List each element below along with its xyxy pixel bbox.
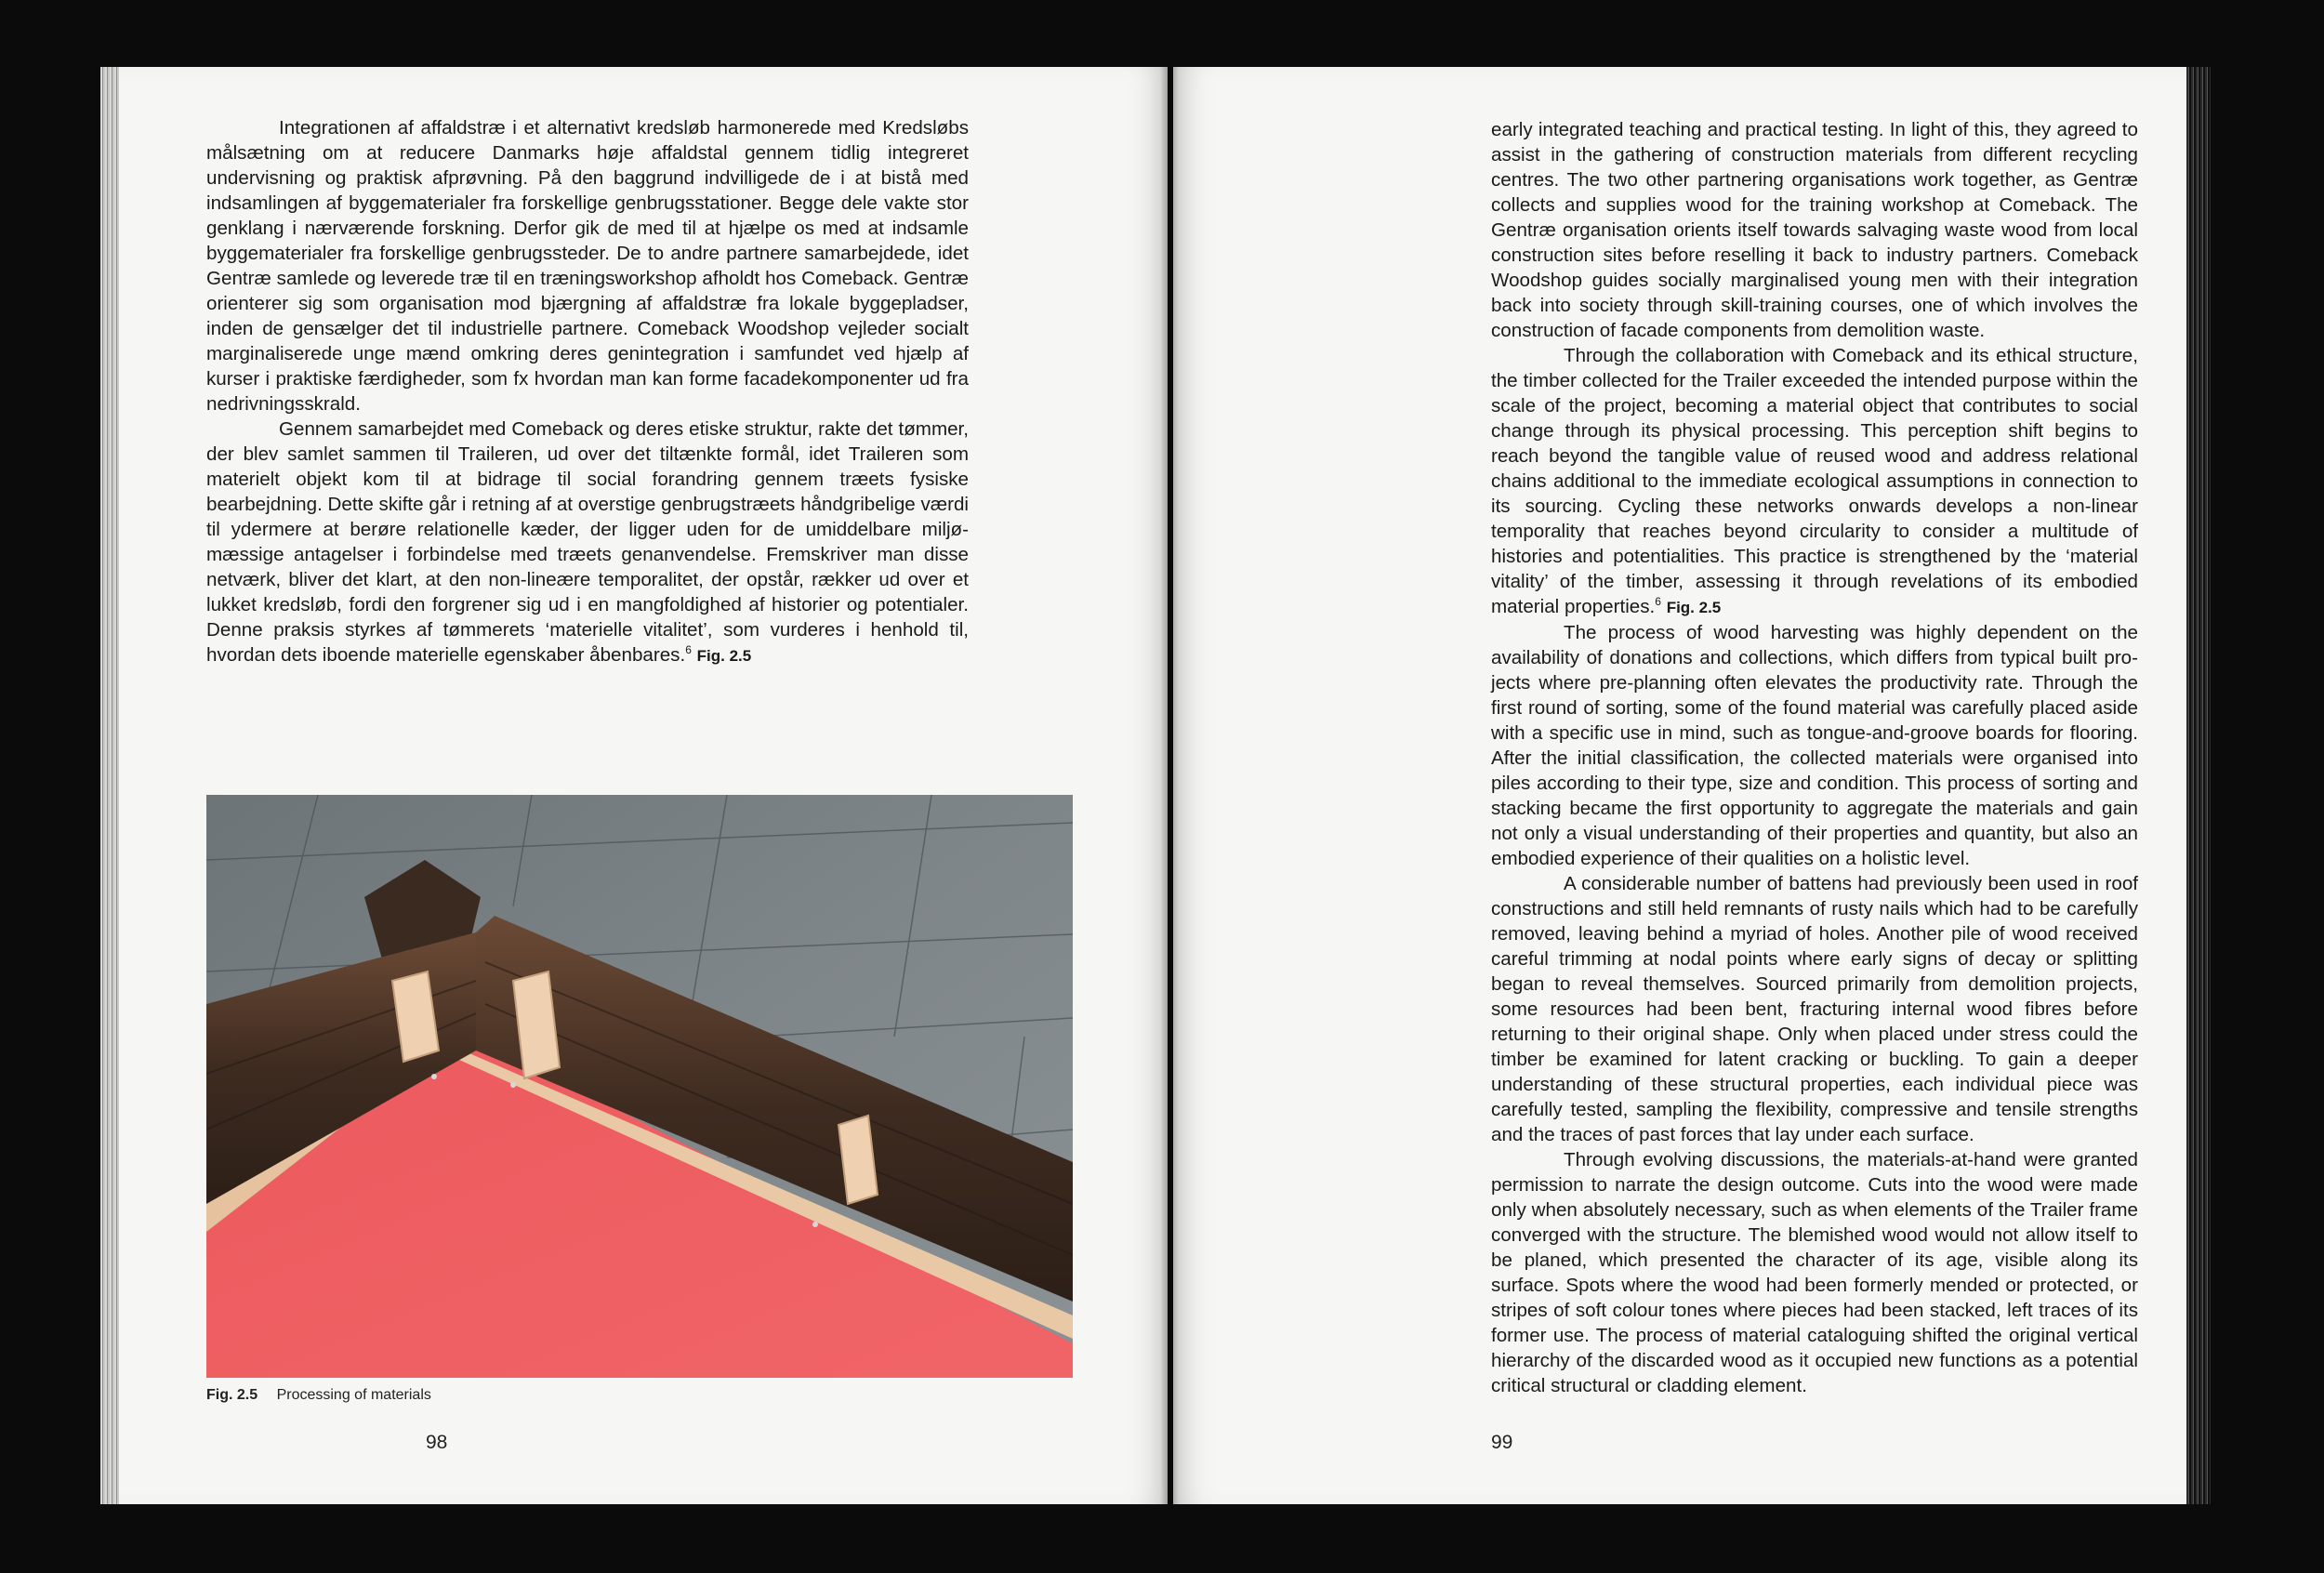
caption-text: Processing of materials [276,1387,431,1403]
book-gutter [1160,67,1179,1504]
right-paragraph-1: early integrated teaching and practical testing. In light of this, they agreed to assist in the gathering of construction materials from different recycling centres. The two other partnering organisations work together, as Gentræ collects and supplies wood for the training workshop at Comeback. The Gentræ organisation orients itself towards salvaging waste wood from local construction sites before reselling it back to industry partners. Comeback Woodshop guides socially marginalised young men with their integration back into society through skill-training courses, one of which involves the construction of facade components from demolition waste. [1491,119,2138,341]
figure-reference: Fig. 2.5 [696,647,752,665]
left-body-text [206,115,969,668]
left-paragraph-2 [206,416,969,668]
figure-caption [206,1387,431,1404]
right-paragraph-3: The process of wood harvesting was highly dependent on the availability of donations and collections, which differs from typical built projects where pre-planning often elevates the productivity rate. Through the first round of sorting, some of the found material was carefully placed aside with a specific use in mind, such as tongue-and-groove boards for flooring. After the initial classification, the collected materials were organised into piles according to their type, size and condition. This process of sorting and stacking became the first opportunity to aggregate the materials and gain not only a visual understanding of their properties and quantity, but also an embodied experience of their qualities on a holistic level. [1491,622,2138,869]
left-page [119,67,1168,1504]
page-edges-right [2186,67,2211,1504]
right-paragraph-5: Through evolving discussions, the materials-at-hand were granted permission to narrate the design outcome. Cuts into the wood were made only when absolutely necessary, such as when elements of the Trailer frame converged with the structure. The blemished wood would not allow itself to be planed, which presented the character of its age, visible along its surface. Spots where the wood had been formerly mended or protected, or stripes of soft colour tones where pieces had been stacked, left traces of its former use. The process of material cataloguing shifted the original vertical hierarchy of the discarded wood as it occupied new functions as a potential critical structural or cladding element. [1491,1149,2138,1396]
caption-label: Fig. 2.5 [206,1387,258,1403]
footnote-mark: 6 [1655,595,1661,609]
right-page [1173,67,2186,1504]
figure-reference: Fig. 2.5 [1666,599,1722,616]
page-number-right: 99 [1491,1432,1513,1453]
right-paragraph-2 [1491,343,2138,620]
page-number-left: 98 [426,1432,448,1453]
right-body-text [1491,117,2138,1398]
footnote-mark: 6 [685,643,692,657]
right-paragraph-2-text: Through the collaboration with Comeback and its ethical structure, the timber collected for the Trailer exceeded the intended purpose within the scale of the project, becoming a material object that contributes to social change through its physical processing. This perception shift begins to reach beyond the tangible value of reused wood and address relational chains additional to the immediate ecological assumptions in connection to its sourcing. Cycling these networks onwards develops a non-linear temporality that reaches beyond circularity to consider a multitude of histories and potentialities. This practice is strengthened by the ‘material vitality’ of the timber, assessing it through revelations of its embodied material properties. [1491,345,2138,617]
right-paragraph-4: A considerable number of battens had previously been used in roof constructions and still held remnants of rusty nails which had to be carefully removed, leaving behind a myriad of holes. Another pile of wood received careful trimming at nodal points where early signs of decay or splitting began to reveal themselves. Sourced primarily from demolition projects, some resources had been bent, fracturing internal wood fibres before returning to their original shape. Only when placed under stress could the timber be examined for latent cracking or buckling. To gain a deeper understanding of these structural properties, each individual piece was carefully tested, sampling the flexibility, compressive and tensile strengths and the traces of past forces that lay under each surface. [1491,873,2138,1145]
page-edges-left [100,67,121,1504]
left-paragraph-1: Integrationen af affaldstræ i et alternativt kredsløb harmonerede med Kredsløbs målsætning om at reducere Danmarks høje affaldstal gennem tidlig integreret undervisning og praktisk afprøvning. På den baggrund indvilligede de i at bistå med indsamlingen af byggematerialer fra forskellige genbrugsstationer. Begge dele vakte stor genklang i nærværende forskning. Derfor gik de med til at hjælpe os med at indsamle byggematerialer fra forskellige genbrugssteder. De to andre partnere samarbejdede, idet Gentræ samlede og leverede træ til en træningsworkshop afholdt hos Comeback. Gentræ orienterer sig som organisation mod bjærgning af affaldstræ fra lokale byggepladser, inden de gensælger det til industrielle partnere. Comeback Woodshop vejleder socialt marginaliserede unge mænd omkring deres genintegration i samfundet ved hjælp af kurser i praktiske færdigheder, som fx hvordan man kan forme facadekomponenter ud fra nedrivningsskrald. [206,117,969,415]
figure-photo-processing-materials [206,795,1073,1378]
left-paragraph-2-text: Gennem samarbejdet med Comeback og deres etiske struktur, rakte det tømmer, der blev samlet sammen til Traileren, ud over det tiltænkte formål, idet Traileren som materielt objekt kom til at bidrage til social forandring gennem træets fysiske bearbejdning. Dette skifte går i retning af at overstige genbrugstræets håndgribelige værdi til ydermere at berøre relationelle kæder, der ligger uden for de umiddelbare miljømæssige antagelser i forbindelse med træets genanvendelse. Fremskriver man disse netværk, bliver det klart, at den non-lineære temporalitet, der opstår, rækker ud over et lukket kredsløb, fordi den forgrener sig ud i en mangfoldighed af historier og potentialer. Denne praksis styrkes af tømmerets ‘materielle vitalitet’, som vurderes i henhold til, hvordan dets iboende materielle egenskaber åbenbares. [206,418,969,666]
